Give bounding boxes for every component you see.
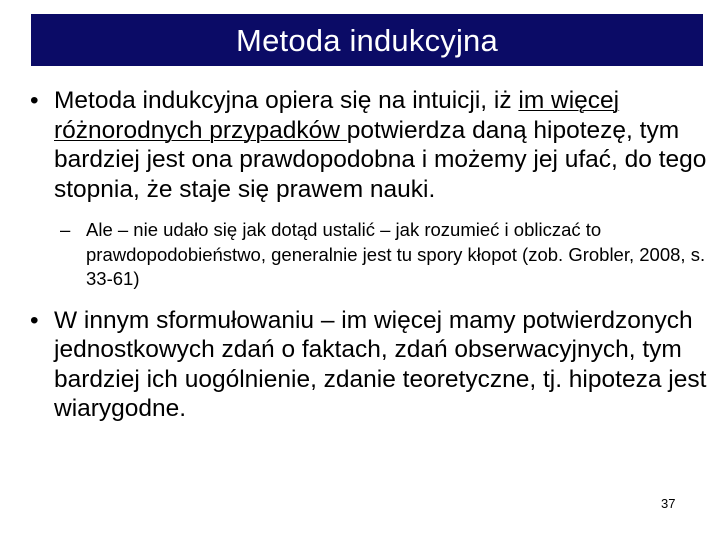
- bullet-marker: •: [30, 306, 39, 334]
- title-bar: [31, 14, 703, 66]
- bullet-1-text-after: potwierdza daną hipotezę, tym bardziej jest ona prawdopodobna i możemy jej ufać, do tego stopnia, że staje się prawem nauki.: [54, 116, 707, 203]
- sub-bullet-marker: –: [60, 219, 71, 240]
- slide-content: [30, 86, 710, 424]
- bullet-item-1: [30, 86, 710, 204]
- slide-title: Metoda indukcyjna: [236, 22, 498, 58]
- bullet-1-text-before: Metoda indukcyjna opiera się na intuicji, iż: [54, 87, 519, 114]
- sub-bullet-text: Ale – nie udało się jak dotąd ustalić – jak rozumieć i obliczać to prawdopodobieństwo, generalnie jest tu spory kłopot (zob. Grobler, 2008, s. 33-61): [86, 219, 706, 289]
- sub-bullet-item: [30, 218, 710, 292]
- bullet-1-underlined-phrase: im więcej różnorodnych przypadków: [54, 87, 620, 144]
- bullet-marker: •: [30, 87, 39, 114]
- bullet-item-2: [30, 306, 710, 424]
- bullet-text-2: W innym sformułowaniu – im więcej mamy potwierdzonych jednostkowych zdań o faktach, zdań obserwacyjnych, tym bardziej ich uogólnienie, zdanie teoretyczne, tj. hipoteza jest wiarygodne.: [54, 306, 707, 422]
- page-number: 37: [661, 496, 676, 511]
- bullet-text-1: [54, 86, 710, 204]
